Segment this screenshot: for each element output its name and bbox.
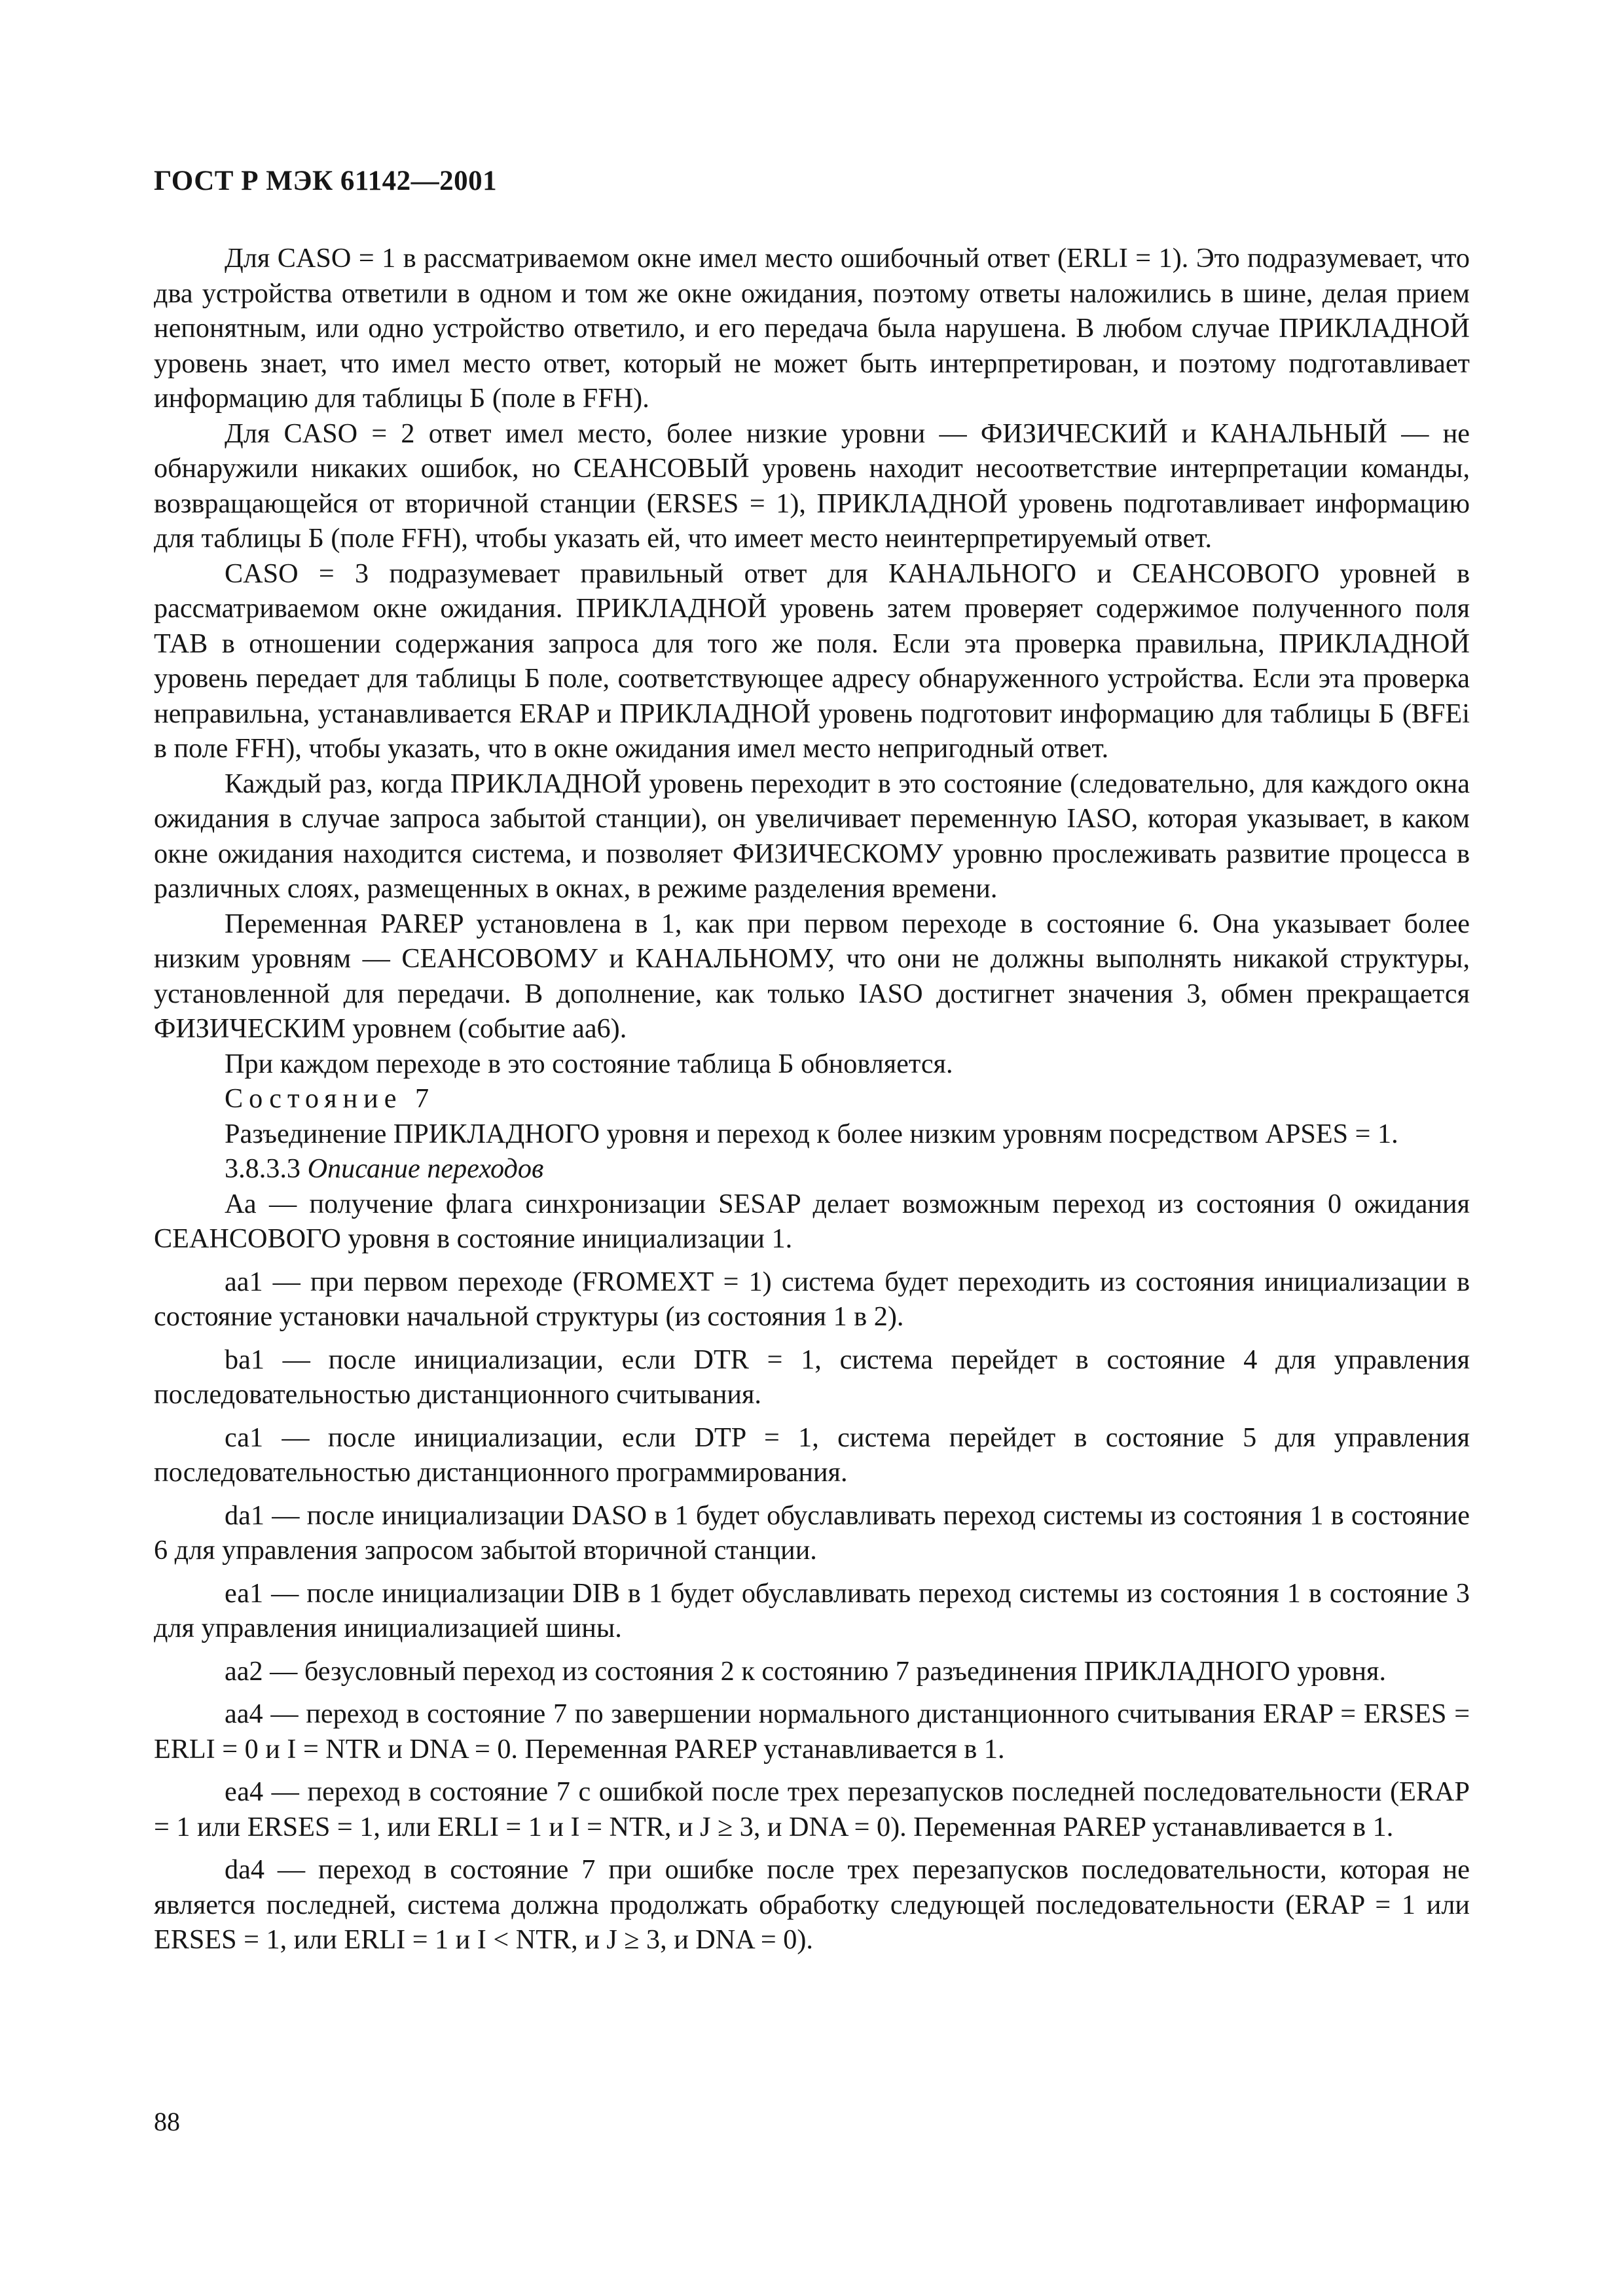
- transition-ea1: еа1 — после инициализации DIB в 1 будет обуславливать переход системы из состояния 1 в состояние 3 для управления инициализацией шины.: [154, 1577, 1470, 1643]
- transition-ea4: еа4 — переход в состояние 7 с ошибкой после трех перезапусков последней последовательности (ERAP = 1 или ERSES = 1, или ERLI = 1 и I = NTR, и J ≥ 3, и DNA = 0). Переменная PAREP устанавливается в 1.: [154, 1776, 1470, 1842]
- paragraph-caso-1: Для CASO = 1 в рассматриваемом окне имел место ошибочный ответ (ERLI = 1). Это подразумевает, что два устройства ответили в одном и том же окне ожидания, поэтому ответы наложились в шине, делая прием непонятным, или одно устройство ответило, и его передача была нарушена. В любом случае ПРИКЛАДНОЙ уровень знает, что имел место ответ, который не может быть интерпретирован, и поэтому подготавливает информацию для таблицы Б (поле в FFH).: [154, 243, 1470, 414]
- transition-aa4: аа4 — переход в состояние 7 по завершении нормального дистанционного считывания ERAP = ERSES = ERLI = 0 и I = NTR и DNA = 0. Переменная PAREP устанавливается в 1.: [154, 1698, 1470, 1765]
- state-7-heading: Состояние 7: [225, 1083, 435, 1114]
- paragraph-table-update: При каждом переходе в это состояние таблица Б обновляется.: [225, 1048, 953, 1079]
- paragraph-caso-2: Для CASO = 2 ответ имел место, более низкие уровни — ФИЗИЧЕСКИЙ и КАНАЛЬНЫЙ — не обнаружили никаких ошибок, но СЕАНСОВЫЙ уровень находит несоответствие интерпретации команды, возвращающейся от вторичной станции (ERSES = 1), ПРИКЛАДНОЙ уровень подготавливает информацию для таблицы Б (поле FFH), чтобы указать ей, что имеет место неинтерпретируемый ответ.: [154, 418, 1470, 554]
- section-heading: [154, 1151, 1470, 1187]
- transition-aa2: аа2 — безусловный переход из состояния 2 к состоянию 7 разъединения ПРИКЛАДНОГО уровня.: [225, 1655, 1386, 1687]
- paragraph-iaso: Каждый раз, когда ПРИКЛАДНОЙ уровень переходит в это состояние (следовательно, для каждого окна ожидания в случае запроса забытой станции), он увеличивает переменную IASO, которая указывает, в каком окне ожидания находится система, и позволяет ФИЗИЧЕСКОМУ уровню прослеживать развитие процесса в различных слоях, размещенных в окнах, в режиме разделения времени.: [154, 768, 1470, 904]
- transition-da1: dа1 — после инициализации DASO в 1 будет обуславливать переход системы из состояния 1 в состояние 6 для управления запросом забытой вторичной станции.: [154, 1499, 1470, 1566]
- paragraph-state-7: Разъединение ПРИКЛАДНОГО уровня и переход к более низким уровням посредством APSES = 1.: [225, 1118, 1398, 1149]
- transition-ba1: bа1 — после инициализации, если DTR = 1, система перейдет в состояние 4 для управления последовательностью дистанционного считывания.: [154, 1344, 1470, 1410]
- transition-ca1: са1 — после инициализации, если DTP = 1, система перейдет в состояние 5 для управления последовательностью дистанционного программирования.: [154, 1422, 1470, 1488]
- transition-Aa: Аа — получение флага синхронизации SESAP делает возможным переход из состояния 0 ожидания СЕАНСОВОГО уровня в состояние инициализации 1.: [154, 1188, 1470, 1254]
- section-number: 3.8.3.3: [225, 1153, 301, 1184]
- page-body: [154, 241, 1470, 1958]
- page-number: 88: [154, 2107, 180, 2136]
- transition-aa1: аа1 — при первом переходе (FROMEXT = 1) система будет переходить из состояния инициализации в состояние установки начальной структуры (из состояния 1 в 2).: [154, 1266, 1470, 1332]
- page-header: ГОСТ Р МЭК 61142—2001: [154, 166, 498, 196]
- section-title: Описание переходов: [307, 1153, 544, 1184]
- paragraph-caso-3: CASO = 3 подразумевает правильный ответ для КАНАЛЬНОГО и СЕАНСОВОГО уровней в рассматриваемом окне ожидания. ПРИКЛАДНОЙ уровень затем проверяет содержимое полученного поля ТАВ в отношении содержания запроса для того же поля. Если эта проверка правильна, ПРИКЛАДНОЙ уровень передает для таблицы Б поле, соответствующее адресу обнаруженного устройства. Если эта проверка неправильна, устанавливается ERAP и ПРИКЛАДНОЙ уровень подготовит информацию для таблицы Б (BFEi в поле FFH), чтобы указать, что в окне ожидания имел место непригодный ответ.: [154, 558, 1470, 764]
- paragraph-parep: Переменная PAREP установлена в 1, как при первом переходе в состояние 6. Она указывает более низким уровням — СЕАНСОВОМУ и КАНАЛЬНОМУ, что они не должны выполнять никакой структуры, установленной для передачи. В дополнение, как только IASO достигнет значения 3, обмен прекращается ФИЗИЧЕСКИМ уровнем (событие аа6).: [154, 908, 1470, 1044]
- transition-da4: dа4 — переход в состояние 7 при ошибке после трех перезапусков последовательности, которая не является последней, система должна продолжать обработку следующей последовательности (ERAP = 1 или ERSES = 1, или ERLI = 1 и I < NTR, и J ≥ 3, и DNA = 0).: [154, 1854, 1470, 1955]
